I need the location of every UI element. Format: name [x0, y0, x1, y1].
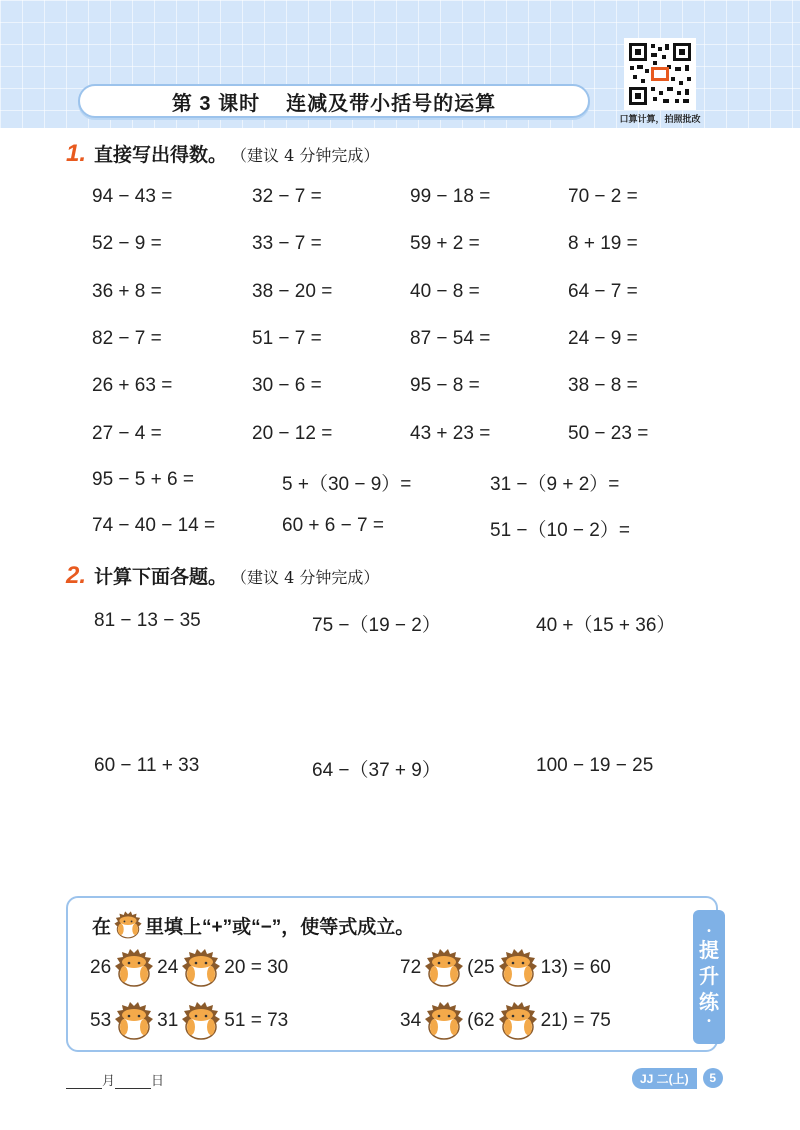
equation: 36 + 8 =	[92, 281, 162, 302]
operand: 20 = 30	[224, 957, 289, 978]
hedgehog-blank-icon[interactable]	[180, 1001, 222, 1041]
equation: 33 − 7 =	[252, 233, 322, 254]
equation: 5 +（30 − 9）=	[282, 474, 412, 495]
hedgehog-blank-icon[interactable]	[497, 1001, 539, 1041]
equation: 52 − 9 =	[92, 233, 162, 254]
hedgehog-blank-icon[interactable]	[113, 948, 155, 988]
section-1-hint: （建议 4 分钟完成）	[231, 146, 380, 165]
calculation-problem: 64 −（37 + 9）	[312, 760, 441, 781]
side-tab-char: 提	[699, 940, 719, 962]
equation: 38 − 8 =	[568, 375, 638, 396]
challenge-equation	[90, 1001, 288, 1041]
challenge-title	[92, 910, 414, 940]
side-tab-char: 升	[699, 966, 719, 988]
equation: 82 − 7 =	[92, 328, 162, 349]
equation: 31 −（9 + 2）=	[490, 474, 620, 495]
challenge-equation	[400, 1001, 611, 1041]
section-2-title	[66, 562, 379, 590]
calculation-problem: 81 − 13 − 35	[94, 610, 201, 631]
equation: 99 − 18 =	[410, 186, 491, 207]
section-1-heading: 直接写出得数。	[94, 145, 228, 166]
section-1-title	[66, 140, 379, 168]
equation: 51 − 7 =	[252, 328, 322, 349]
operand: (25	[467, 957, 495, 978]
hedgehog-blank-icon[interactable]	[423, 948, 465, 988]
section-1-number: 1.	[66, 140, 87, 167]
lesson-number: 第 3 课时	[171, 92, 261, 115]
equation: 30 − 6 =	[252, 375, 322, 396]
operand: 31	[157, 1010, 179, 1031]
month-label: 月	[102, 1073, 116, 1088]
equation: 20 − 12 =	[252, 423, 333, 444]
equation: 26 + 63 =	[92, 375, 173, 396]
equation: 59 + 2 =	[410, 233, 480, 254]
challenge-equation	[90, 948, 288, 988]
edition-badge: JJ 二(上)	[632, 1068, 697, 1089]
equation: 94 − 43 =	[92, 186, 173, 207]
challenge-title-prefix: 在	[92, 916, 112, 938]
qr-code-icon[interactable]	[624, 38, 696, 110]
lesson-title-banner	[78, 84, 590, 118]
equation: 74 − 40 − 14 =	[92, 515, 216, 536]
hedgehog-blank-icon[interactable]	[180, 948, 222, 988]
equation: 95 − 8 =	[410, 375, 480, 396]
hedgehog-blank-icon	[113, 910, 143, 940]
section-2-number: 2.	[66, 562, 87, 589]
date-field[interactable]	[66, 1070, 164, 1089]
operand: 51 = 73	[224, 1010, 289, 1031]
equation: 43 + 23 =	[410, 423, 491, 444]
operand: 24	[157, 957, 179, 978]
equation: 51 −（10 − 2）=	[490, 520, 630, 541]
calculation-problem: 100 − 19 − 25	[536, 755, 654, 776]
calculation-problem: 40 +（15 + 36）	[536, 615, 676, 636]
qr-caption: 口算计算，拍照批改	[619, 114, 701, 124]
operand: 13) = 60	[540, 957, 611, 978]
operand: 53	[90, 1010, 112, 1031]
operand: 26	[90, 957, 112, 978]
hedgehog-blank-icon[interactable]	[423, 1001, 465, 1041]
equation: 24 − 9 =	[568, 328, 638, 349]
calculation-problem: 60 − 11 + 33	[94, 755, 200, 776]
equation: 40 − 8 =	[410, 281, 480, 302]
practice-side-tab: • 提 升 练 •	[693, 910, 725, 1044]
challenge-equation	[400, 948, 611, 988]
equation: 27 − 4 =	[92, 423, 162, 444]
operand: 21) = 75	[540, 1010, 611, 1031]
equation: 8 + 19 =	[568, 233, 638, 254]
hedgehog-blank-icon[interactable]	[497, 948, 539, 988]
operand: (62	[467, 1010, 495, 1031]
footer-badge	[632, 1068, 723, 1088]
equation: 70 − 2 =	[568, 186, 638, 207]
section-2-heading: 计算下面各题。	[94, 567, 228, 588]
equation: 60 + 6 − 7 =	[282, 515, 384, 536]
operand: 34	[400, 1010, 422, 1031]
operand: 72	[400, 957, 422, 978]
section-2-hint: （建议 4 分钟完成）	[231, 568, 380, 587]
equation: 32 − 7 =	[252, 186, 322, 207]
challenge-title-suffix: 里填上“+”或“−”，使等式成立。	[145, 916, 415, 938]
equation: 95 − 5 + 6 =	[92, 469, 194, 490]
page-number: 5	[703, 1068, 723, 1088]
equation: 87 − 54 =	[410, 328, 491, 349]
lesson-title: 连减及带小括号的运算	[286, 92, 497, 115]
calculation-problem: 75 −（19 − 2）	[312, 615, 441, 636]
equation: 50 − 23 =	[568, 423, 649, 444]
equation: 38 − 20 =	[252, 281, 333, 302]
side-tab-char: 练	[699, 992, 719, 1014]
hedgehog-blank-icon[interactable]	[113, 1001, 155, 1041]
equation: 64 − 7 =	[568, 281, 638, 302]
day-label: 日	[151, 1073, 165, 1088]
